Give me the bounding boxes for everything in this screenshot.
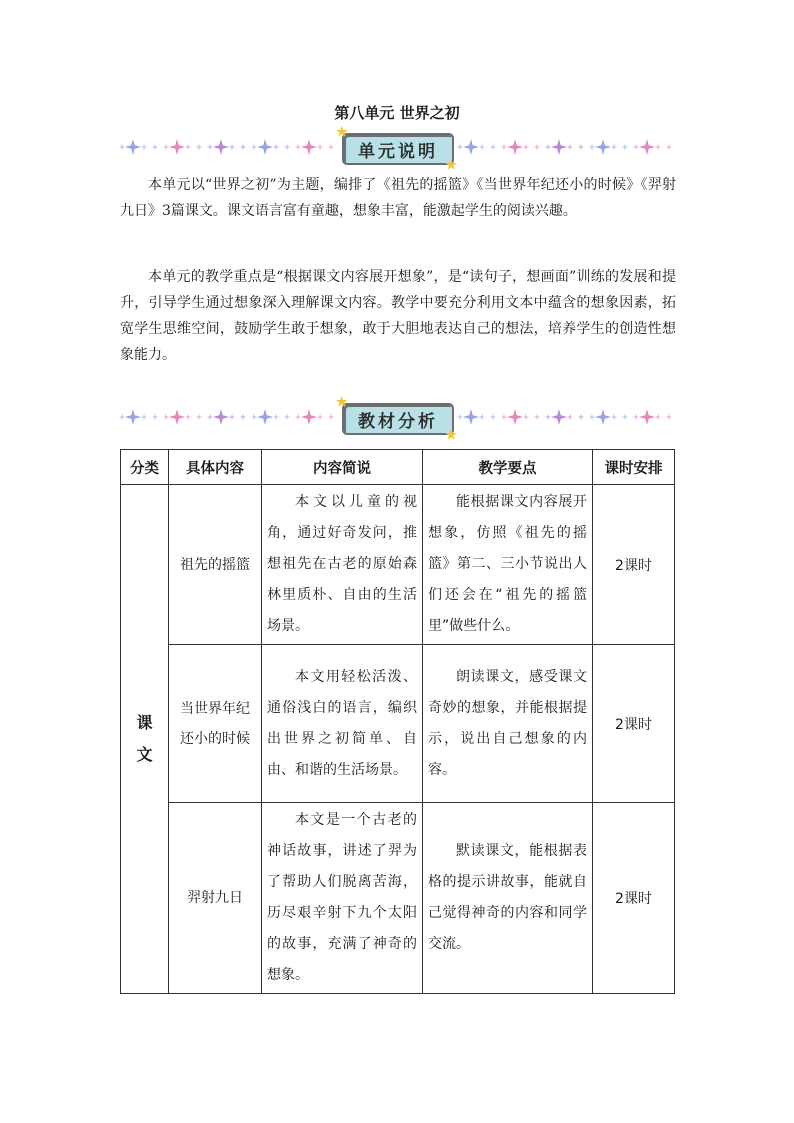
sparkle-icon bbox=[611, 414, 618, 421]
sparkle-icon bbox=[507, 139, 523, 155]
table-row bbox=[121, 803, 675, 994]
sparkle-icon bbox=[169, 409, 185, 425]
lesson-summary: 本文是一个古老的神话故事，讲述了羿为了帮助人们脱离苦海，历尽艰辛射下九个太阳的故事，充满了神奇的想象。 bbox=[262, 803, 423, 994]
sparkle-icon bbox=[639, 409, 655, 425]
sparkle-icon bbox=[589, 144, 596, 151]
sparkle-icon bbox=[301, 139, 317, 155]
sparkle-icon bbox=[622, 144, 629, 151]
sparkle-icon bbox=[125, 139, 141, 155]
sparkle-icon bbox=[317, 414, 324, 421]
lesson-teaching-points: 默读课文，能根据表格的提示讲故事，能就自己觉得神奇的内容和同学交流。 bbox=[423, 803, 593, 994]
sparkle-icon bbox=[141, 144, 148, 151]
sparkle-icon bbox=[545, 144, 552, 151]
sparkle-icon bbox=[152, 144, 159, 151]
intro-paragraph-2: 本单元的教学重点是“根据课文内容展开想象”，是“读句子，想画面”训练的发展和提升，引导学生通过想象深入理解课文内容。教学中要充分利用文本中蕴含的想象因素，拓宽学生思维空间，鼓励学生敢于想象，敢于大胆地表达自己的想法，培养学生的创造性想象能力。 bbox=[120, 269, 676, 363]
sparkle-icon bbox=[655, 144, 662, 151]
sparkle-icon bbox=[523, 414, 530, 421]
sparkle-icon bbox=[257, 409, 273, 425]
sparkle-icon bbox=[551, 139, 567, 155]
lesson-hours: 2课时 bbox=[593, 645, 675, 803]
section-badge-label: 教材分析 bbox=[358, 411, 438, 432]
sparkle-icon bbox=[457, 144, 464, 151]
sparkle-icon bbox=[240, 144, 247, 151]
sparkle-icon bbox=[119, 144, 126, 151]
sparkle-icon bbox=[578, 414, 585, 421]
sparkle-icon bbox=[501, 144, 508, 151]
sparkle-icon bbox=[163, 414, 170, 421]
sparkle-icon bbox=[185, 144, 192, 151]
sparkle-icon bbox=[196, 144, 203, 151]
sparkle-icon bbox=[240, 414, 247, 421]
sparkle-icon bbox=[257, 139, 273, 155]
sparkle-icon bbox=[595, 139, 611, 155]
category-cell bbox=[121, 485, 169, 994]
sparkle-icon bbox=[633, 144, 640, 151]
sparkle-icon bbox=[284, 414, 291, 421]
sparkle-icon bbox=[463, 409, 479, 425]
section-banner-textbook-analysis bbox=[118, 395, 674, 443]
sparkle-icon bbox=[457, 414, 464, 421]
sparkle-icon bbox=[490, 414, 497, 421]
section-banner-unit-description bbox=[118, 125, 674, 173]
category-label: 课文 bbox=[136, 713, 153, 764]
lesson-teaching-points: 朗读课文，感受课文奇妙的想象，并能根据提示，说出自己想象的内容。 bbox=[423, 645, 593, 803]
sparkle-icon bbox=[534, 414, 541, 421]
sparkle-icon bbox=[251, 414, 258, 421]
sparkle-icon bbox=[523, 144, 530, 151]
sparkle-icon bbox=[213, 409, 229, 425]
sparkle-icon bbox=[328, 144, 335, 151]
sparkle-icon bbox=[534, 144, 541, 151]
sparkle-icon bbox=[125, 409, 141, 425]
lesson-hours: 2课时 bbox=[593, 803, 675, 994]
section-badge bbox=[336, 125, 460, 173]
lesson-summary: 本文用轻松活泼、通俗浅白的语言，编织出世界之初简单、自由、和谐的生活场景。 bbox=[262, 645, 423, 803]
sparkle-icon bbox=[295, 414, 302, 421]
sparkle-icon bbox=[567, 414, 574, 421]
sparkle-icon bbox=[207, 144, 214, 151]
lesson-title: 当世界年纪还小的时候 bbox=[169, 645, 262, 803]
sparkle-icon bbox=[213, 139, 229, 155]
sparkle-icon bbox=[328, 414, 335, 421]
table-header-row bbox=[121, 450, 675, 485]
section-badge-label: 单元说明 bbox=[358, 141, 438, 162]
header-category: 分类 bbox=[121, 450, 169, 485]
star-icon: ★ bbox=[445, 428, 460, 443]
sparkle-icon bbox=[655, 414, 662, 421]
sparkle-icon bbox=[141, 414, 148, 421]
sparkle-icon bbox=[567, 144, 574, 151]
sparkle-icon bbox=[251, 144, 258, 151]
sparkle-icon bbox=[207, 414, 214, 421]
lesson-hours: 2课时 bbox=[593, 485, 675, 645]
sparkle-icon bbox=[479, 144, 486, 151]
header-content: 具体内容 bbox=[169, 450, 262, 485]
intro-paragraph-1: 本单元以“世界之初”为主题，编排了《祖先的摇篮》《当世界年纪还小的时候》《羿射九日》3篇课文。课文语言富有童趣，想象丰富，能激起学生的阅读兴趣。 bbox=[120, 177, 676, 219]
sparkle-icon bbox=[284, 144, 291, 151]
sparkle-icon bbox=[152, 414, 159, 421]
sparkle-icon bbox=[545, 414, 552, 421]
sparkle-icon bbox=[169, 139, 185, 155]
sparkle-icon bbox=[551, 409, 567, 425]
star-icon: ★ bbox=[336, 125, 351, 140]
page-title: 第八单元 世界之初 bbox=[334, 104, 460, 122]
lesson-teaching-points: 能根据课文内容展开想象，仿照《祖先的摇篮》第二、三小节说出人们还会在“祖先的摇篮里”做些什么。 bbox=[423, 485, 593, 645]
sparkle-icon bbox=[490, 144, 497, 151]
lesson-summary: 本文以儿童的视角，通过好奇发问，推想祖先在古老的原始森林里质朴、自由的生活场景。 bbox=[262, 485, 423, 645]
header-teaching-points: 教学要点 bbox=[423, 450, 593, 485]
section-badge bbox=[336, 395, 460, 443]
sparkle-icon bbox=[119, 414, 126, 421]
sparkle-icon bbox=[196, 414, 203, 421]
sparkle-icon bbox=[479, 414, 486, 421]
lesson-title: 祖先的摇篮 bbox=[169, 485, 262, 645]
sparkle-icon bbox=[589, 414, 596, 421]
sparkle-icon bbox=[595, 409, 611, 425]
lesson-title: 羿射九日 bbox=[169, 803, 262, 994]
sparkle-icon bbox=[185, 414, 192, 421]
star-icon: ★ bbox=[336, 395, 351, 410]
header-schedule: 课时安排 bbox=[593, 450, 675, 485]
sparkle-icon bbox=[229, 144, 236, 151]
sparkle-icon bbox=[633, 414, 640, 421]
header-summary: 内容简说 bbox=[262, 450, 423, 485]
sparkle-icon bbox=[163, 144, 170, 151]
sparkle-icon bbox=[463, 139, 479, 155]
sparkle-icon bbox=[666, 144, 673, 151]
sparkle-icon bbox=[295, 144, 302, 151]
star-icon: ★ bbox=[445, 158, 460, 173]
sparkle-icon bbox=[501, 414, 508, 421]
sparkle-icon bbox=[507, 409, 523, 425]
sparkle-icon bbox=[639, 139, 655, 155]
sparkle-icon bbox=[611, 144, 618, 151]
sparkle-icon bbox=[578, 144, 585, 151]
analysis-table bbox=[120, 449, 675, 994]
sparkle-icon bbox=[229, 414, 236, 421]
sparkle-icon bbox=[666, 414, 673, 421]
sparkle-icon bbox=[317, 144, 324, 151]
sparkle-icon bbox=[301, 409, 317, 425]
sparkle-icon bbox=[273, 144, 280, 151]
sparkle-icon bbox=[622, 414, 629, 421]
table-row bbox=[121, 645, 675, 803]
table-row bbox=[121, 485, 675, 645]
sparkle-icon bbox=[273, 414, 280, 421]
